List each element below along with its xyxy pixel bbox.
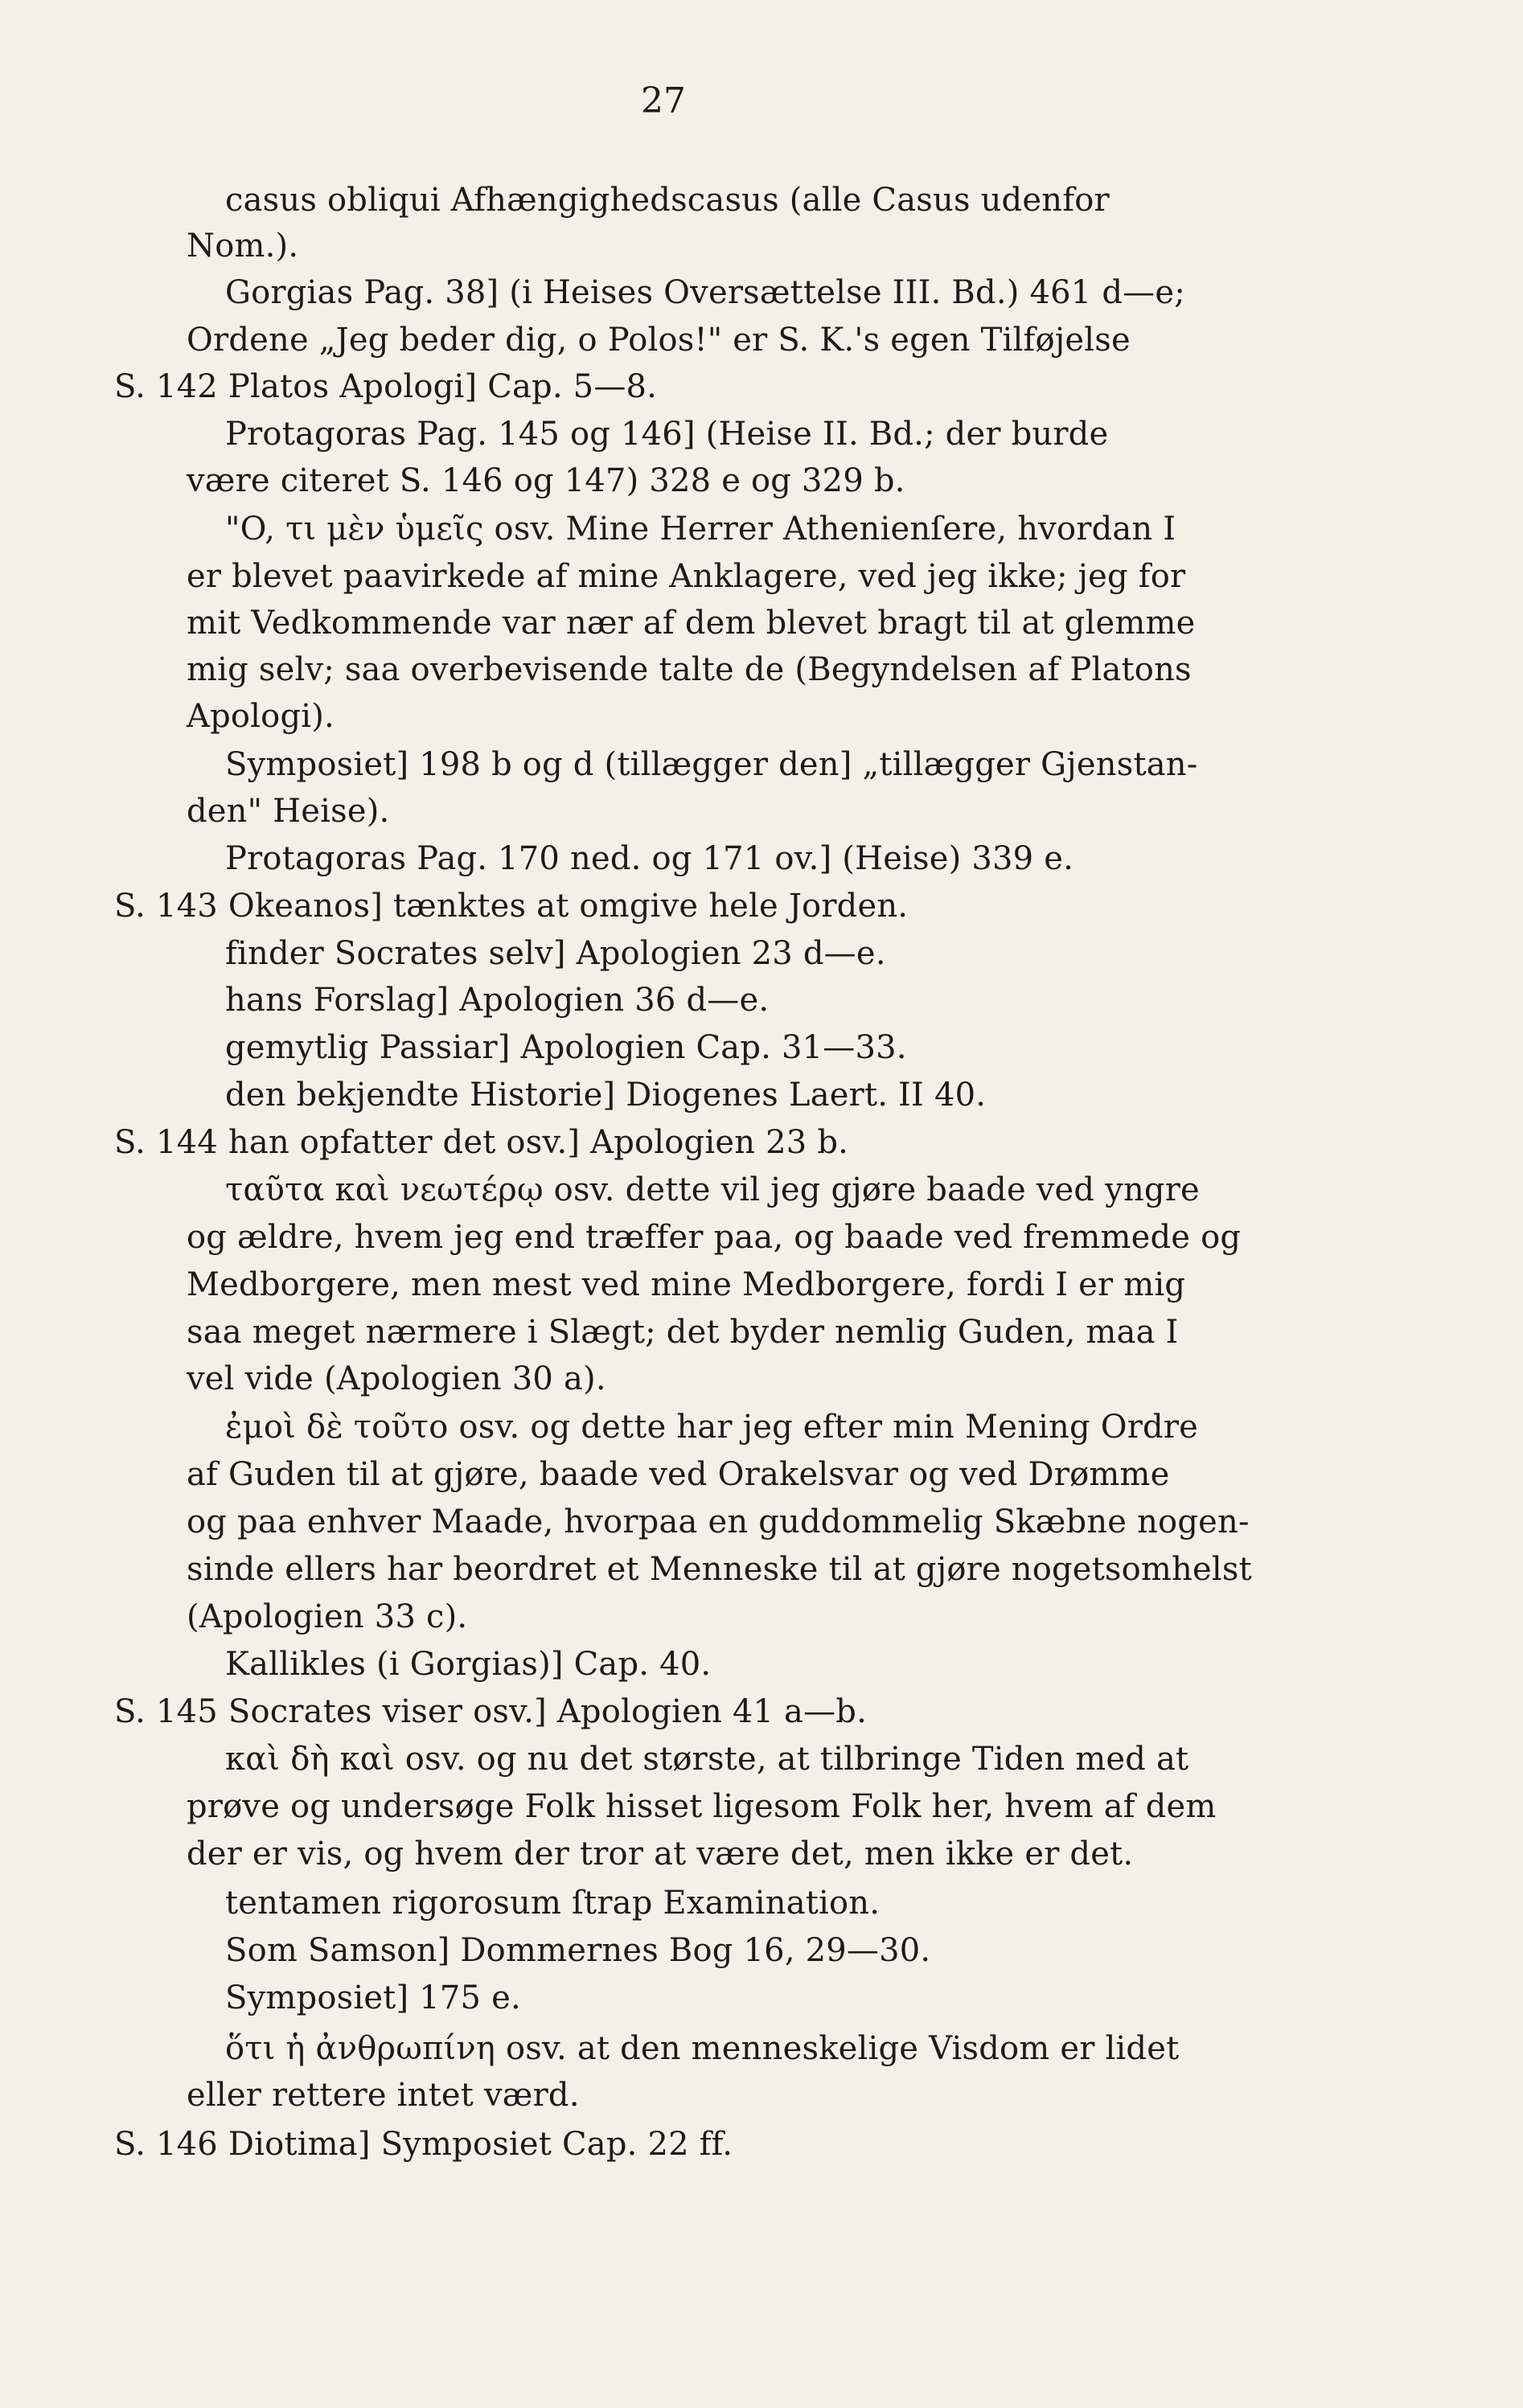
text-line: S. 144 han opfatter det osv.] Apologien 23 b.	[114, 1124, 849, 1161]
text-line: Gorgias Pag. 38] (i Heises Oversættelse III. Bd.) 461 d—e;	[225, 274, 1185, 311]
text-line: den" Heise).	[187, 793, 390, 830]
text-line: S. 145 Socrates viser osv.] Apologien 41 a—b.	[114, 1693, 868, 1730]
text-line: vel vide (Apologien 30 a).	[187, 1360, 606, 1397]
text-line: sinde ellers har beordret et Menneske til at gjøre nogetsomhelst	[187, 1551, 1252, 1588]
text-line: Protagoras Pag. 170 ned. og 171 ov.] (Heise) 339 e.	[225, 840, 1074, 877]
text-line: ἐμοὶ δὲ τοῦτο osv. og dette har jeg efter min Mening Ordre	[225, 1409, 1199, 1446]
text-line: καὶ δὴ καὶ osv. og nu det største, at tilbringe Tiden med at	[225, 1741, 1189, 1778]
text-line: saa meget nærmere i Slægt; det byder nemlig Guden, maa I	[187, 1314, 1179, 1351]
page-number: 27	[641, 80, 686, 121]
text-line: ὅτι ἡ ἀνθρωπίνη osv. at den menneskelige Visdom er lidet	[225, 2030, 1180, 2067]
text-line: være citeret S. 146 og 147) 328 e og 329 b.	[187, 462, 905, 499]
text-line: Symposiet] 175 e.	[225, 1979, 521, 2016]
text-line: Apologi).	[187, 698, 335, 735]
text-line: Kallikles (i Gorgias)] Cap. 40.	[225, 1646, 712, 1683]
text-line: er blevet paavirkede af mine Anklagere, ved jeg ikke; jeg for	[187, 558, 1186, 595]
text-line: "O, τι μὲν ὑμεῖς osv. Mine Herrer Athenienſere, hvordan I	[225, 511, 1176, 548]
text-line: eller rettere intet værd.	[187, 2077, 580, 2114]
text-line: finder Socrates selv] Apologien 23 d—e.	[225, 935, 886, 972]
text-line: og paa enhver Maade, hvorpaa en guddommelig Skæbne nogen-	[187, 1503, 1250, 1540]
text-line: Ordene „Jeg beder dig, o Polos!" er S. K.'s egen Tilføjelse	[187, 322, 1131, 359]
text-line: S. 143 Okeanos] tænktes at omgive hele Jorden.	[114, 888, 909, 925]
text-line: Protagoras Pag. 145 og 146] (Heise II. Bd.; der burde	[225, 416, 1109, 453]
text-line: mit Vedkommende var nær af dem blevet bragt til at glemme	[187, 605, 1196, 642]
text-line: af Guden til at gjøre, baade ved Orakelsvar og ved Drømme	[187, 1456, 1170, 1493]
text-line: ταῦτα καὶ νεωτέρῳ osv. dette vil jeg gjøre baade ved yngre	[225, 1171, 1200, 1208]
text-line: S. 142 Platos Apologi] Cap. 5—8.	[114, 368, 658, 405]
text-line: tentamen rigorosum ſtrap Examination.	[225, 1885, 881, 1922]
text-line: Nom.).	[187, 228, 299, 265]
text-line: Som Samson] Dommernes Bog 16, 29—30.	[225, 1932, 931, 1969]
text-line: Medborgere, men mest ved mine Medborgere, fordi I er mig	[187, 1266, 1186, 1303]
text-line: gemytlig Passiar] Apologien Cap. 31—33.	[225, 1029, 907, 1066]
text-line: der er vis, og hvem der tror at være det, men ikke er det.	[187, 1836, 1134, 1873]
text-line: Symposiet] 198 b og d (tillægger den] „tillægger Gjenstan-	[225, 746, 1198, 783]
text-line: mig selv; saa overbevisende talte de (Begyndelsen af Platons	[187, 651, 1192, 688]
text-line: casus obliqui Afhængighedscasus (alle Casus udenfor	[225, 182, 1110, 219]
text-line: (Apologien 33 c).	[187, 1598, 468, 1635]
text-line: den bekjendte Historie] Diogenes Laert. II 40.	[225, 1077, 987, 1114]
text-line: hans Forslag] Apologien 36 d—e.	[225, 982, 770, 1019]
text-line: prøve og undersøge Folk hisset ligesom Folk her, hvem af dem	[187, 1788, 1217, 1825]
text-line: og ældre, hvem jeg end træffer paa, og baade ved fremmede og	[187, 1219, 1242, 1256]
text-line: S. 146 Diotima] Symposiet Cap. 22 ff.	[114, 2126, 733, 2163]
